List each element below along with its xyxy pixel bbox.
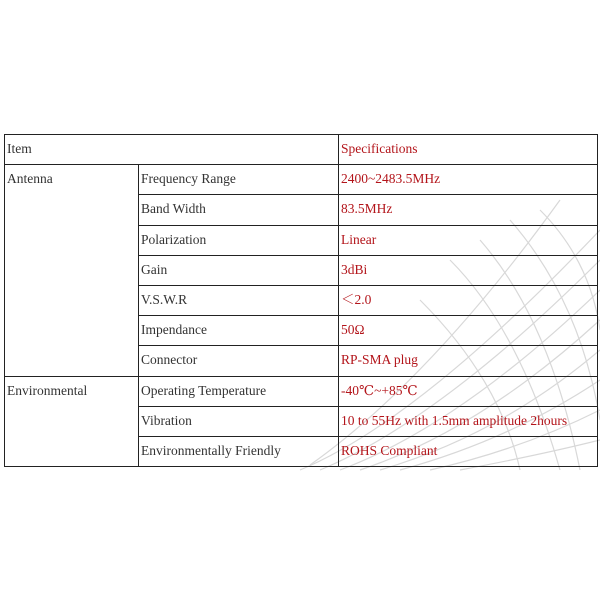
row-value: 2400~2483.5MHz: [339, 165, 598, 195]
table-row: [5, 376, 598, 406]
row-label: Frequency Range: [139, 165, 339, 195]
row-label: V.S.W.R: [139, 285, 339, 315]
row-label: Gain: [139, 255, 339, 285]
row-value: 3dBi: [339, 255, 598, 285]
row-label: Polarization: [139, 225, 339, 255]
row-value: ＜2.0: [339, 285, 598, 315]
row-label: Band Width: [139, 195, 339, 225]
row-value: 10 to 55Hz with 1.5mm amplitude 2hours: [339, 406, 598, 436]
row-label: Operating Temperature: [139, 376, 339, 406]
row-label: Impendance: [139, 316, 339, 346]
row-value: RP-SMA plug: [339, 346, 598, 376]
header-specifications: Specifications: [339, 135, 598, 165]
row-label: Environmentally Friendly: [139, 436, 339, 466]
row-value: 50Ω: [339, 316, 598, 346]
table-header-row: [5, 135, 598, 165]
row-value: ROHS Compliant: [339, 436, 598, 466]
header-item: Item: [5, 135, 339, 165]
row-label: Vibration: [139, 406, 339, 436]
table-row: [5, 165, 598, 195]
row-value: Linear: [339, 225, 598, 255]
row-value: 83.5MHz: [339, 195, 598, 225]
specifications-table: [4, 134, 598, 467]
group-antenna: Antenna: [5, 165, 139, 376]
row-value: -40℃~+85℃: [339, 376, 598, 406]
group-environmental: Environmental: [5, 376, 139, 467]
row-label: Connector: [139, 346, 339, 376]
